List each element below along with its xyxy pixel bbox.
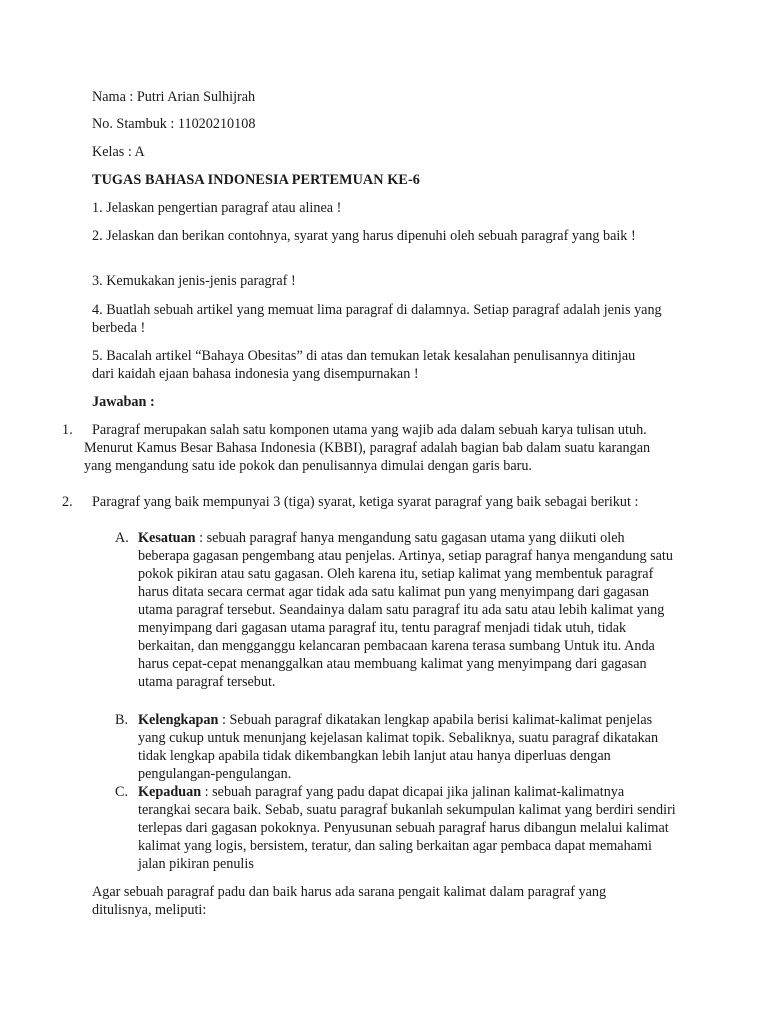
student-stambuk: No. Stambuk : 11020210108 (92, 116, 256, 132)
answer-1-number: 1. (62, 422, 73, 438)
item-a-text (138, 529, 678, 691)
item-c-marker: C. (115, 784, 129, 800)
item-c-desc: : sebuah paragraf yang padu dapat dicapai jika jalinan kalimat-kalimatnya terangkai secara baik. Sebab, suatu paragraf bukanlah sekumpulan kalimat yang berdiri sendiri terlepas dari gagasan pokoknya. Penyusunan sebuah paragraf harus dibangun melalui kalimat kalimat yang logis, bersistem, teratur, dan saling berkaitan agar pembaca dapat memahami jalan pikiran penulis (138, 784, 676, 872)
question-1: 1. Jelaskan pengertian paragraf atau alinea ! (92, 200, 342, 216)
answer-2-number: 2. (62, 494, 73, 510)
student-name: Nama : Putri Arian Sulhijrah (92, 89, 256, 105)
item-a-marker: A. (115, 530, 129, 546)
answer-2-text: Paragraf yang baik mempunyai 3 (tiga) syarat, ketiga syarat paragraf yang baik sebagai berikut : (92, 494, 639, 510)
item-b-term: Kelengkapan (138, 712, 219, 728)
item-b-desc: : Sebuah paragraf dikatakan lengkap apabila berisi kalimat-kalimat penjelas yang cukup untuk menunjang kejelasan kalimat topik. Sebaliknya, suatu paragraf dikatakan tidak lengkap apabila tidak dikembangkan lebih lanjut atau hanya diperluas dengan pengulangan-pengulangan. (138, 712, 659, 782)
question-4: 4. Buatlah sebuah artikel yang memuat lima paragraf di dalamnya. Setiap paragraf adalah jenis yang berbeda ! (92, 302, 662, 336)
item-c-text (138, 783, 678, 873)
item-a-term: Kesatuan (138, 530, 196, 546)
item-b-marker: B. (115, 712, 129, 728)
student-kelas: Kelas : A (92, 144, 145, 160)
answer-1-text: Paragraf merupakan salah satu komponen utama yang wajib ada dalam sebuah karya tulisan utuh. Menurut Kamus Besar Bahasa Indonesia (KBBI), paragraf adalah bagian bab dalam suatu karangan yang mengandung satu ide pokok dan penulisannya dimulai dengan garis baru. (84, 422, 651, 474)
item-b-text (138, 711, 678, 783)
item-a-desc: : sebuah paragraf hanya mengandung satu gagasan utama yang diikuti oleh beberapa gagasan pengembang atau penjelas. Artinya, setiap paragraf hanya mengandung satu pokok pikiran atau satu gagasan. Oleh karena itu, setiap kalimat yang membentuk paragraf harus ditata secara cermat agar tidak ada satu kalimat pun yang menyimpang dari gagasan utama paragraf tersebut. Seandainya dalam satu paragraf itu ada satu atau lebih kalimat yang menyimpang dari gagasan utama paragraf itu, tentu paragraf menjadi tidak utuh, tidak berkaitan, dan mengganggu kelancaran pembacaan karena terasa sumbang Untuk itu. Anda harus cepat-cepat menanggalkan atau membuang kalimat yang menyimpang dari gagasan utama paragraf tersebut. (138, 530, 673, 690)
jawaban-label: Jawaban : (92, 394, 155, 410)
document-title: TUGAS BAHASA INDONESIA PERTEMUAN KE-6 (92, 172, 420, 188)
item-c-term: Kepaduan (138, 784, 202, 800)
closing-paragraph: Agar sebuah paragraf padu dan baik harus ada sarana pengait kalimat dalam paragraf yang ditulisnya, meliputi: (92, 884, 607, 918)
question-5: 5. Bacalah artikel “Bahaya Obesitas” di atas dan temukan letak kesalahan penulisannya ditinjau dari kaidah ejaan bahasa indonesia yang disempurnakan ! (92, 348, 636, 382)
question-3: 3. Kemukakan jenis-jenis paragraf ! (92, 273, 296, 289)
question-2: 2. Jelaskan dan berikan contohnya, syarat yang harus dipenuhi oleh sebuah paragraf yang baik ! (92, 228, 636, 244)
